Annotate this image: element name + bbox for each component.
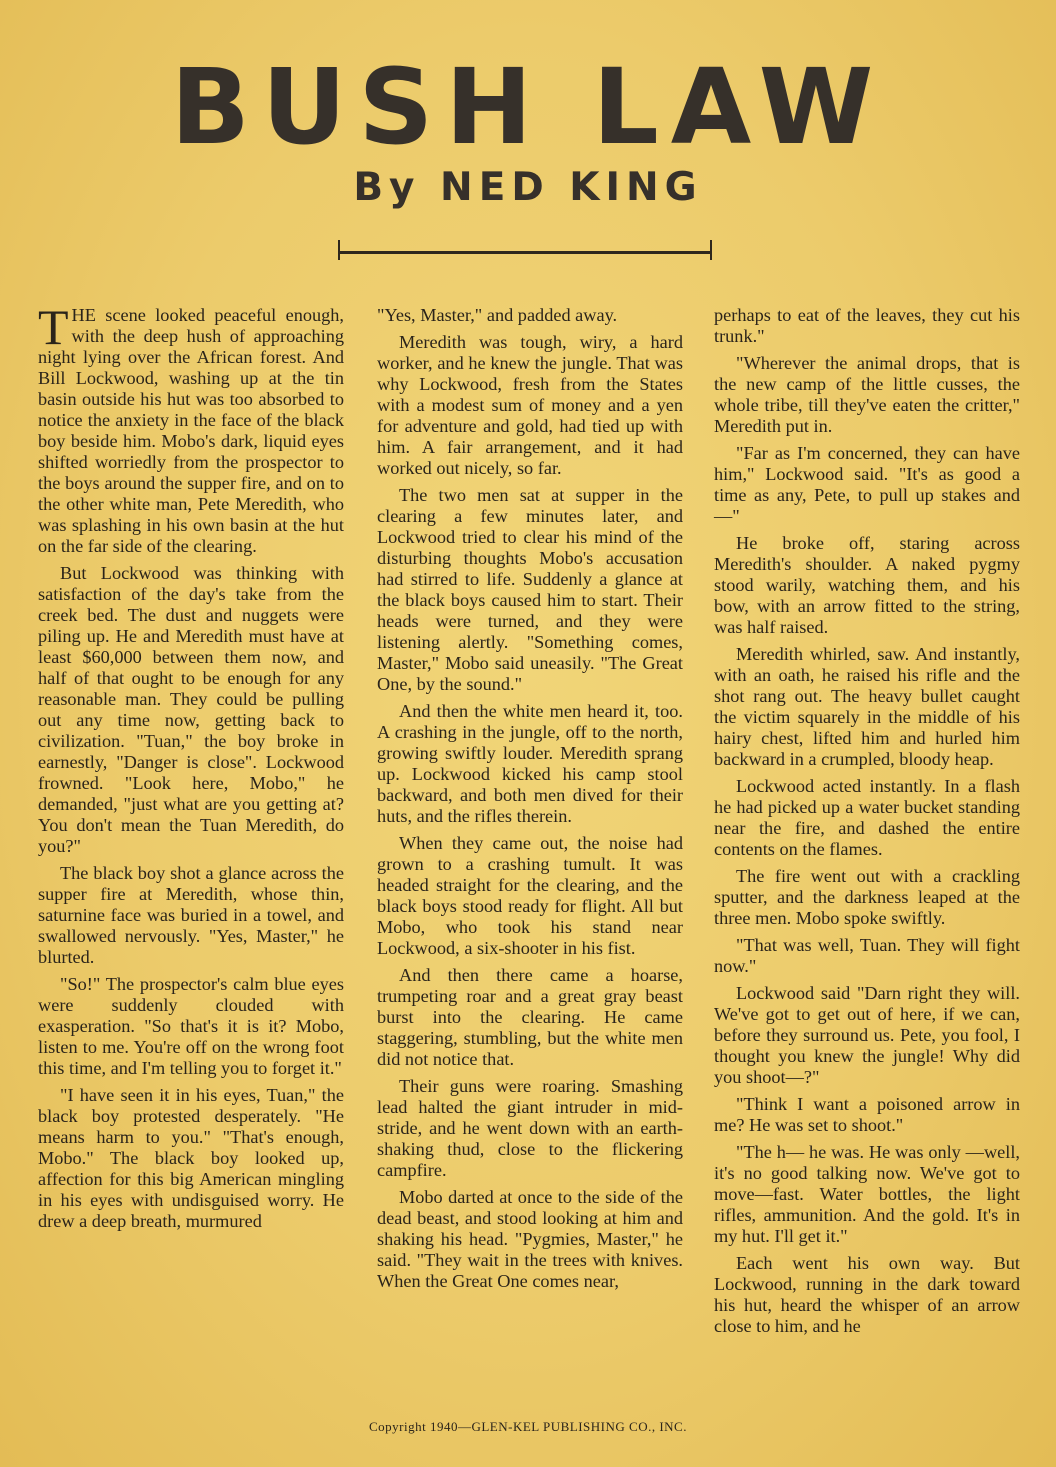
paragraph: "I have seen it in his eyes, Tuan," the black boy protested desperately. "He means harm to you." "That's enough, Mobo." The black boy looked up, affection for this big American mingling in his eyes with undisguised worry. He drew a deep breath, murmured [38,1085,344,1231]
drop-cap: T [38,299,69,355]
text-column-2 [377,305,683,1298]
copyright-notice: Copyright 1940—GLEN-KEL PUBLISHING CO., INC. [369,1419,687,1434]
text-column-1 [38,299,344,1238]
paragraph: The black boy shot a glance across the supper fire at Meredith, whose thin, saturnine face was buried in a towel, and swallowed nervously. "Yes, Master," he blurted. [38,863,344,967]
paragraph: Meredith was tough, wiry, a hard worker, and he knew the jungle. That was why Lockwood, fresh from the States with a modest sum of money and a yen for adventure and gold, had tied up with him. A fair arrangement, and it had worked out nicely, so far. [377,332,683,478]
paragraph: Lockwood acted instantly. In a flash he had picked up a water bucket standing near the fire, and dashed the entire contents on the flames. [714,776,1020,859]
paragraph: And then the white men heard it, too. A crashing in the jungle, off to the north, growing swiftly louder. Meredith sprang up. Lockwood kicked his camp stool backward, and both men dived for their huts, and the rifles therein. [377,701,683,826]
paragraph: "Think I want a poisoned arrow in me? He was set to shoot." [714,1094,1020,1135]
paragraph: The fire went out with a crackling sputter, and the darkness leaped at the three men. Mobo spoke swiftly. [714,866,1020,928]
paragraph: "So!" The prospector's calm blue eyes were suddenly clouded with exasperation. "So that's it is it? Mobo, listen to me. You're off on the wrong foot this time, and I'm telling you to forget it." [38,974,344,1078]
text-column-3 [714,305,1020,1343]
paragraph [38,299,344,557]
paragraph: Their guns were roaring. Smashing lead halted the giant intruder in mid-stride, and he went down with an earth-shaking thud, close to the flickering campfire. [377,1076,683,1180]
divider-left-tick [338,240,340,260]
paragraph: perhaps to eat of the leaves, they cut his trunk." [714,305,1020,346]
paragraph: And then there came a hoarse, trumpeting roar and a great gray beast burst into the clearing. He came staggering, stumbling, but the white men did not notice that. [377,965,683,1069]
title-divider [338,251,712,254]
paragraph: Lockwood said "Darn right they will. We've got to get out of here, if we can, before they surround us. Pete, you fool, I thought you knew the jungle! Why did you shoot—?" [714,983,1020,1087]
paragraph: Meredith whirled, saw. And instantly, with an oath, he raised his rifle and the shot rang out. The heavy bullet caught the victim squarely in the middle of his hairy chest, lifted him and hurled him backward in a crumpled, bloody heap. [714,644,1020,769]
paragraph: "Wherever the animal drops, that is the new camp of the little cusses, the whole tribe, till they've eaten the critter," Meredith put in. [714,353,1020,436]
paragraph: "Yes, Master," and padded away. [377,305,618,325]
paragraph: When they came out, the noise had grown to a crashing tumult. It was headed straight for the clearing, and the black boys stood ready for flight. All but Mobo, who took his stand near Lockwood, a six-shooter in his fist. [377,833,683,958]
paragraph: The two men sat at supper in the clearing a few minutes later, and Lockwood tried to clear his mind of the disturbing thoughts Mobo's accusation had stirred to life. Suddenly a glance at the black boys caused him to start. Their heads were turned, and they were listening alertly. "Something comes, Master," Mobo said uneasily. "The Great One, by the sound." [377,485,683,694]
paragraph: He broke off, staring across Meredith's shoulder. A naked pygmy stood warily, watching them, and his bow, with an arrow fitted to the string, was half raised. [714,533,1020,637]
paragraph: "That was well, Tuan. They will fight now." [714,935,1020,976]
paragraph: "Far as I'm concerned, they can have him," Lockwood said. "It's as good a time as any, Pete, to pull up stakes and—" [714,443,1020,526]
paragraph: Mobo darted at once to the side of the dead beast, and stood looking at him and shaking his head. "Pygmies, Master," he said. "They wait in the trees with knives. When the Great One comes near, [377,1187,683,1291]
divider-right-tick [710,240,712,260]
story-title: BUSH LAW [170,46,886,168]
paragraph: "The h— he was. He was only —well, it's no good talking now. We've got to move—fast. Water bottles, the light rifles, ammunition. And the gold. It's in my hut. I'll get it." [714,1142,1020,1246]
paragraph: But Lockwood was thinking with satisfaction of the day's take from the creek bed. The dust and nuggets were piling up. He and Meredith must have at least $60,000 between them now, and half of that ought to be enough for any reasonable man. They could be pulling out any time now, getting back to civilization. "Tuan," the boy broke in earnestly, "Danger is close". Lockwood frowned. "Look here, Mobo," he demanded, "just what are you getting at? You don't mean the Tuan Meredith, do you?" [38,563,344,856]
paragraph-text: HE scene looked peaceful enough, with the deep hush of approaching night lying over the African forest. And Bill Lockwood, washing up at the tin basin outside his hut was too absorbed to notice the anxiety in the face of the black boy beside him. Mobo's dark, liquid eyes shifted worriedly from the prospector to the boys around the supper fire, and on to the other white man, Pete Meredith, who was splashing in his own basin at the hut on the far side of the clearing. [38,305,344,556]
author-byline: By NED KING [353,165,703,210]
paragraph: Each went his own way. But Lockwood, running in the dark toward his hut, heard the whisper of an arrow close to him, and he [714,1253,1020,1336]
